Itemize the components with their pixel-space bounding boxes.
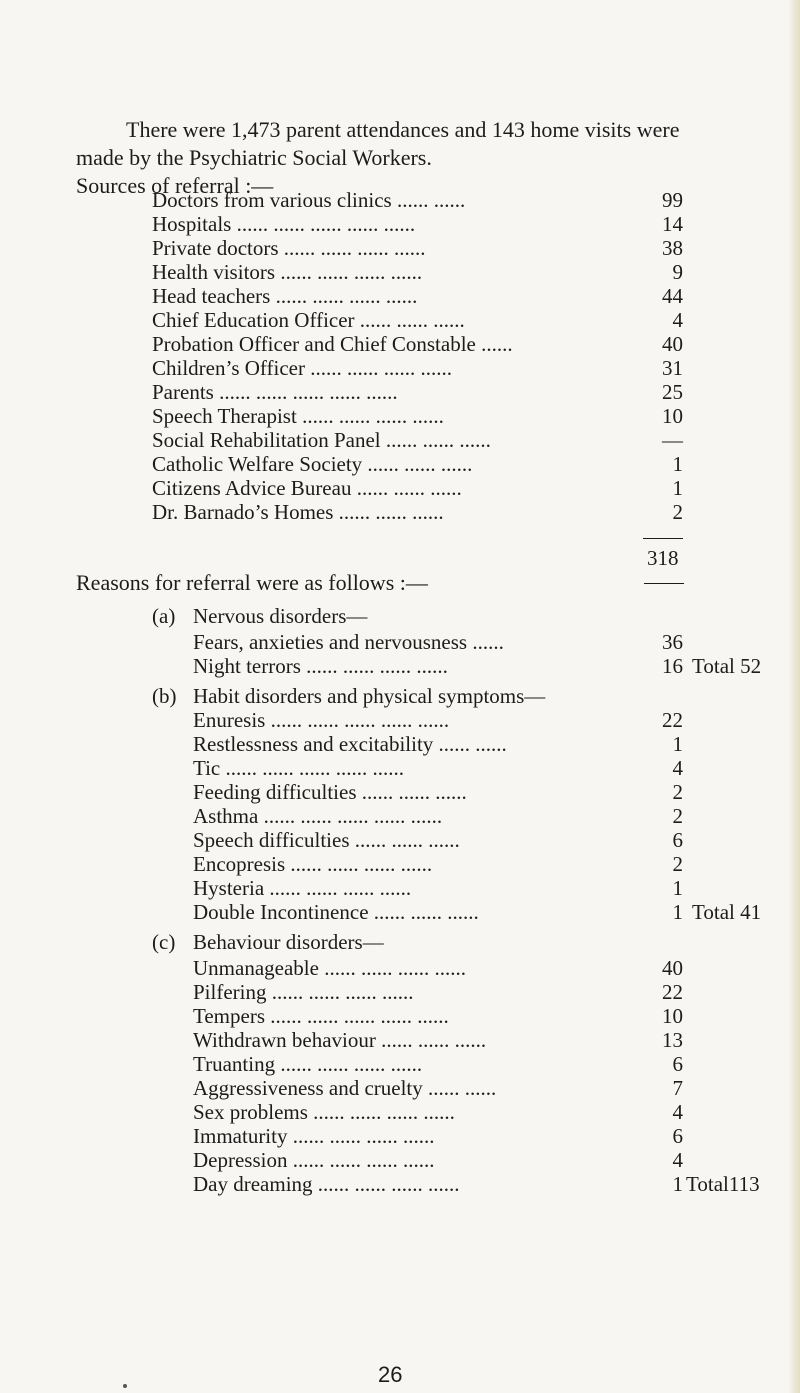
source-label: Hospitals ...... ...... ...... ...... ...... xyxy=(152,212,416,236)
reason-label: Tic ...... ...... ...... ...... ...... xyxy=(193,756,404,780)
reason-value: 6 xyxy=(672,1052,683,1076)
source-value: 1 xyxy=(672,452,683,476)
reason-label: Feeding difficulties ...... ...... ...... xyxy=(193,780,467,804)
source-label: Dr. Barnado’s Homes ...... ...... ...... xyxy=(152,500,444,524)
reason-value: 2 xyxy=(672,804,683,828)
reason-value: 13 xyxy=(662,1028,683,1052)
source-row xyxy=(152,356,683,380)
intro-line-1: There were 1,473 parent attendances and 143 home visits were xyxy=(126,117,680,142)
reason-label: Sex problems ...... ...... ...... ...... xyxy=(193,1100,455,1124)
source-label: Speech Therapist ...... ...... ...... ...... xyxy=(152,404,444,428)
subtotal-rule xyxy=(643,538,683,539)
group-a-total: Total 52 xyxy=(692,654,762,678)
source-label: Catholic Welfare Society ...... ...... ...... xyxy=(152,452,473,476)
source-row xyxy=(152,380,683,404)
group-b-marker: (b) xyxy=(152,684,177,708)
source-label: Head teachers ...... ...... ...... ...... xyxy=(152,284,418,308)
reason-value: 16 xyxy=(662,654,683,678)
source-value: — xyxy=(662,428,683,452)
group-b-title: Habit disorders and physical symptoms— xyxy=(193,684,546,708)
reason-row xyxy=(193,852,683,876)
source-row xyxy=(152,404,683,428)
reason-value: 22 xyxy=(662,980,683,1004)
source-row xyxy=(152,500,683,524)
reason-row xyxy=(193,876,683,900)
group-c-title: Behaviour disorders— xyxy=(193,930,384,954)
reason-value: 1 xyxy=(672,876,683,900)
reason-label: Depression ...... ...... ...... ...... xyxy=(193,1148,435,1172)
page-edge-shadow xyxy=(788,0,800,1393)
source-value: 99 xyxy=(662,188,683,212)
reason-value: 4 xyxy=(672,1148,683,1172)
total-rule xyxy=(644,583,684,584)
reason-row xyxy=(193,956,683,980)
reason-label: Double Incontinence ...... ...... ...... xyxy=(193,900,479,924)
reason-label: Hysteria ...... ...... ...... ...... xyxy=(193,876,412,900)
reason-value: 1 xyxy=(672,900,683,924)
reason-value: 1 xyxy=(672,732,683,756)
source-label: Health visitors ...... ...... ...... ...... xyxy=(152,260,423,284)
reason-row xyxy=(193,630,683,654)
source-value: 9 xyxy=(672,260,683,284)
reason-label: Enuresis ...... ...... ...... ...... ...... xyxy=(193,708,450,732)
reason-row xyxy=(193,1124,683,1148)
source-label: Private doctors ...... ...... ...... ...... xyxy=(152,236,426,260)
reasons-heading: Reasons for referral were as follows :— xyxy=(76,570,428,595)
source-value: 4 xyxy=(672,308,683,332)
source-value: 40 xyxy=(662,332,683,356)
reason-label: Aggressiveness and cruelty ...... ...... xyxy=(193,1076,497,1100)
reason-label: Withdrawn behaviour ...... ...... ...... xyxy=(193,1028,487,1052)
source-row xyxy=(152,236,683,260)
reason-value: 6 xyxy=(672,1124,683,1148)
reason-row xyxy=(193,1076,683,1100)
sources-total: 318 xyxy=(647,546,679,570)
source-value: 14 xyxy=(662,212,683,236)
reason-label: Pilfering ...... ...... ...... ...... xyxy=(193,980,414,1004)
source-row xyxy=(152,212,683,236)
reason-label: Night terrors ...... ...... ...... ...... xyxy=(193,654,448,678)
intro-line-3: Sources of referral :— xyxy=(76,173,274,198)
source-label: Children’s Officer ...... ...... ...... ...... xyxy=(152,356,452,380)
reason-row xyxy=(193,654,683,678)
reason-row xyxy=(193,1052,683,1076)
reason-label: Tempers ...... ...... ...... ...... ...... xyxy=(193,1004,449,1028)
group-a-title: Nervous disorders— xyxy=(193,604,368,628)
reason-value: 7 xyxy=(672,1076,683,1100)
source-value: 10 xyxy=(662,404,683,428)
reason-row xyxy=(193,804,683,828)
reason-value: 10 xyxy=(662,1004,683,1028)
source-row xyxy=(152,308,683,332)
source-label: Citizens Advice Bureau ...... ...... ...... xyxy=(152,476,462,500)
group-b-total: Total 41 xyxy=(692,900,762,924)
reason-value: 6 xyxy=(672,828,683,852)
reason-value: 1 xyxy=(672,1172,683,1196)
reason-row xyxy=(193,732,683,756)
reason-value: 4 xyxy=(672,1100,683,1124)
reason-value: 22 xyxy=(662,708,683,732)
reason-label: Encopresis ...... ...... ...... ...... xyxy=(193,852,433,876)
reason-label: Immaturity ...... ...... ...... ...... xyxy=(193,1124,435,1148)
source-row xyxy=(152,188,683,212)
source-value: 25 xyxy=(662,380,683,404)
reason-label: Asthma ...... ...... ...... ...... ...... xyxy=(193,804,443,828)
source-row xyxy=(152,452,683,476)
reason-row xyxy=(193,708,683,732)
reason-value: 2 xyxy=(672,852,683,876)
reason-label: Day dreaming ...... ...... ...... ...... xyxy=(193,1172,460,1196)
reason-value: 4 xyxy=(672,756,683,780)
speck-mark xyxy=(123,1384,127,1388)
reason-label: Restlessness and excitability ...... ...... xyxy=(193,732,507,756)
group-c-marker: (c) xyxy=(152,930,176,954)
reason-value: 36 xyxy=(662,630,683,654)
source-label: Social Rehabilitation Panel ...... ...... ...... xyxy=(152,428,491,452)
reason-value: 2 xyxy=(672,780,683,804)
reason-label: Fears, anxieties and nervousness ...... xyxy=(193,630,504,654)
source-value: 1 xyxy=(672,476,683,500)
group-c-total: Total113 xyxy=(686,1172,760,1196)
source-value: 2 xyxy=(672,500,683,524)
reason-row xyxy=(193,900,683,924)
page-number: 26 xyxy=(378,1362,403,1387)
reason-label: Unmanageable ...... ...... ...... ...... xyxy=(193,956,466,980)
source-label: Parents ...... ...... ...... ...... ...... xyxy=(152,380,398,404)
source-row xyxy=(152,428,683,452)
reason-value: 40 xyxy=(662,956,683,980)
source-value: 44 xyxy=(662,284,683,308)
source-label: Doctors from various clinics ...... ...... xyxy=(152,188,466,212)
source-value: 31 xyxy=(662,356,683,380)
reason-label: Speech difficulties ...... ...... ...... xyxy=(193,828,460,852)
source-row xyxy=(152,260,683,284)
reason-row xyxy=(193,1148,683,1172)
source-label: Probation Officer and Chief Constable ...... xyxy=(152,332,513,356)
reason-label: Truanting ...... ...... ...... ...... xyxy=(193,1052,423,1076)
reason-row xyxy=(193,1172,683,1196)
reason-row xyxy=(193,1028,683,1052)
source-label: Chief Education Officer ...... ...... ...... xyxy=(152,308,465,332)
source-value: 38 xyxy=(662,236,683,260)
group-a-marker: (a) xyxy=(152,604,176,628)
reason-row xyxy=(193,980,683,1004)
intro-line-2: made by the Psychiatric Social Workers. xyxy=(76,145,432,170)
reason-row xyxy=(193,1004,683,1028)
source-row xyxy=(152,284,683,308)
reason-row xyxy=(193,1100,683,1124)
reason-row xyxy=(193,828,683,852)
source-row xyxy=(152,332,683,356)
reason-row xyxy=(193,780,683,804)
source-row xyxy=(152,476,683,500)
reason-row xyxy=(193,756,683,780)
